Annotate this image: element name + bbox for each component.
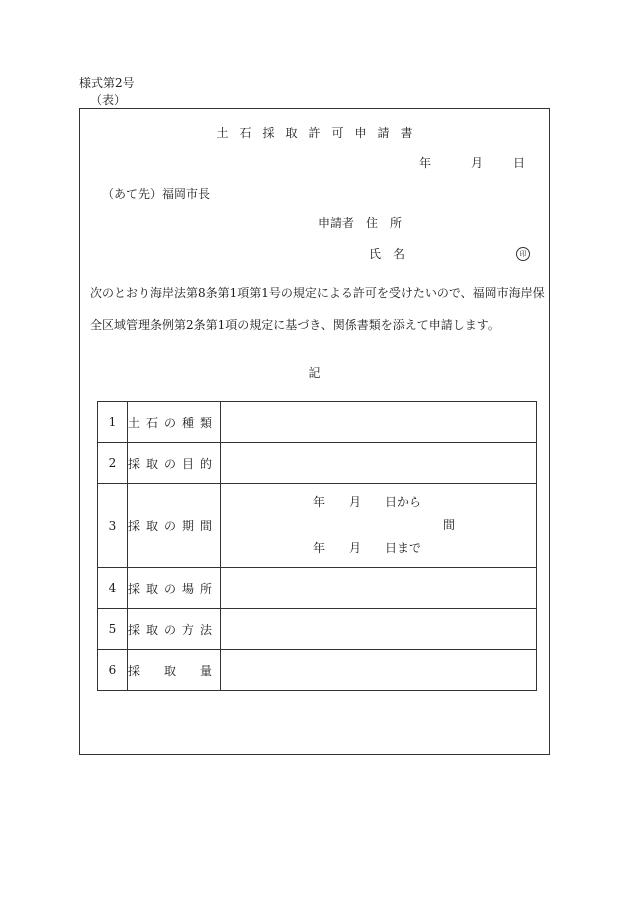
table-row (98, 609, 537, 650)
seal-mark: 印 (516, 247, 530, 261)
row-number: 3 (98, 484, 128, 568)
row-number: 6 (98, 650, 128, 691)
table-row (98, 650, 537, 691)
period-field[interactable] (221, 484, 537, 568)
period-from: 年 月 日から (313, 495, 422, 509)
date-month-label: 月 (470, 156, 483, 170)
period-to: 年 月 日まで (313, 541, 422, 555)
row-label: 採取の期間 (128, 484, 221, 568)
table-row (98, 568, 537, 609)
row-value-field[interactable] (221, 650, 537, 691)
row-value-field[interactable] (221, 443, 537, 484)
date-line (419, 156, 525, 171)
row-number: 4 (98, 568, 128, 609)
row-number: 5 (98, 609, 128, 650)
table-row (98, 402, 537, 443)
addressee: （あて先）福岡市長 (102, 187, 211, 201)
row-label: 採取の目的 (128, 443, 221, 484)
row-value-field[interactable] (221, 402, 537, 443)
row-number: 2 (98, 443, 128, 484)
form-number: 様式第2号 (79, 76, 135, 90)
items-table (97, 401, 537, 691)
date-day-label: 日 (512, 156, 525, 170)
applicant-name-label: 氏 名 (369, 247, 406, 261)
row-value-field[interactable] (221, 568, 537, 609)
applicant-address-label: 申請者 住 所 (318, 216, 403, 230)
row-value-field[interactable] (221, 609, 537, 650)
application-body-text: 次のとおり海岸法第8条第1項第1号の規定による許可を受けたいので、福岡市海岸保全区域管理条例第2条第1項の規定に基づき、関係書類を添えて申請します。 (90, 286, 545, 332)
row-number: 1 (98, 402, 128, 443)
row-label: 採取の方法 (128, 609, 221, 650)
row-label: 採取の場所 (128, 568, 221, 609)
row-label: 土石の種類 (128, 402, 221, 443)
date-year-label: 年 (418, 156, 431, 170)
note-heading: 記 (308, 366, 321, 380)
table-row (98, 443, 537, 484)
row-label: 採 取 量 (128, 650, 221, 691)
period-middle: 間 (443, 518, 456, 532)
side-label: （表） (90, 93, 127, 107)
form-title: 土石採取許可申請書 (216, 126, 424, 140)
application-form-frame (79, 108, 550, 755)
table-row (98, 484, 537, 568)
